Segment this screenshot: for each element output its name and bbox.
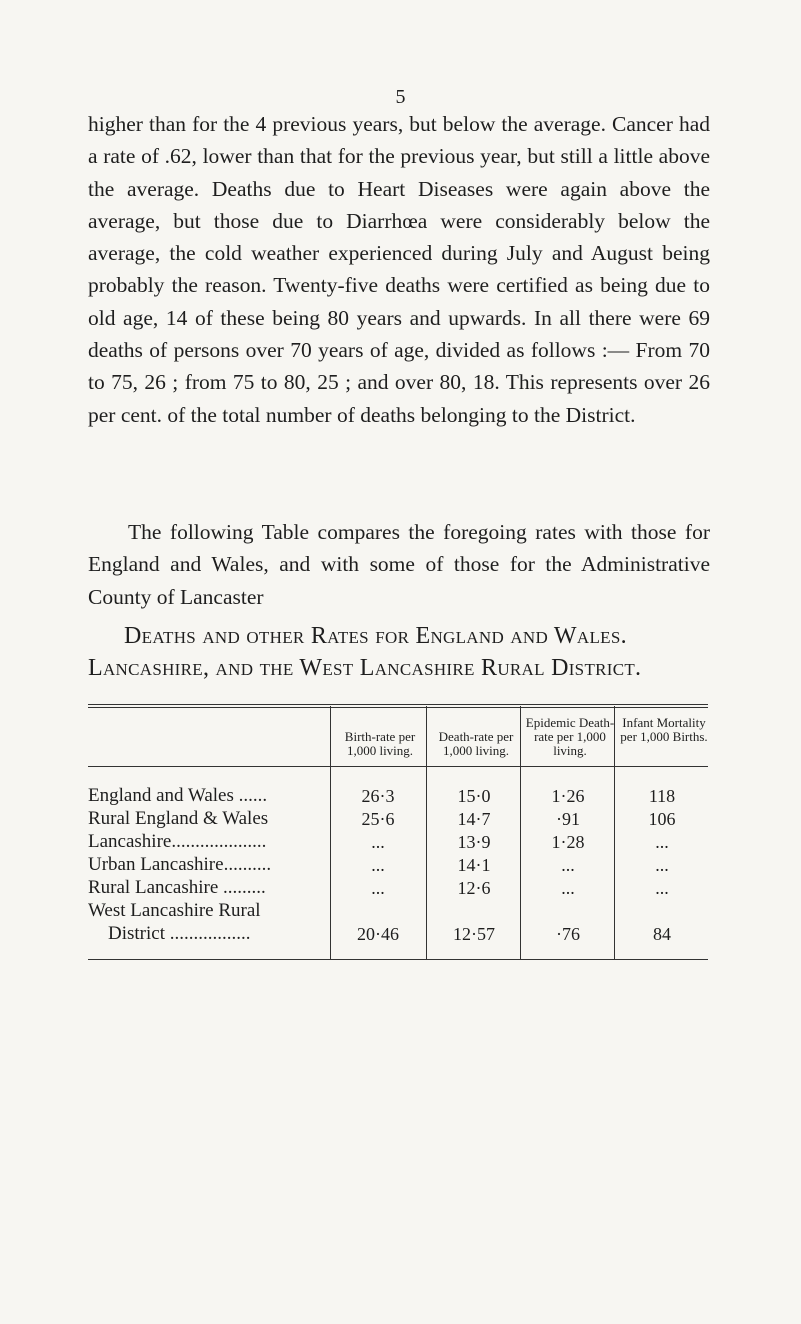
table-row-label: District ................. xyxy=(108,923,251,944)
table-cell: 13·9 xyxy=(457,832,491,852)
table-cell: ... xyxy=(655,832,669,852)
table-row-label: Rural England & Wales xyxy=(88,808,269,829)
table-cell: ·76 xyxy=(556,924,580,944)
table-cell: 118 xyxy=(648,786,676,806)
table-cell: ... xyxy=(371,832,385,852)
table-cell: ·91 xyxy=(556,809,580,829)
body-paragraph-1: higher than for the 4 previous years, but below the average. Cancer had a rate of .62, lower than that for the previous year, but still a little above the average. Deaths due to Heart Diseases were again above the average, but those due to Diarrhœa were considerably below the average, the cold weather experienced during July and August being probably the reason. Twenty-five deaths were certified as being due to old age, 14 of these being 80 years and upwards. In all there were 69 deaths of persons over 70 years of age, divided as follows :— From 70 to 75, 26 ; from 75 to 80, 25 ; and over 80, 18. This represents over 26 per cent. of the total number of deaths belonging to the District. xyxy=(88,112,710,427)
table-cell: 14·1 xyxy=(457,855,491,875)
table-cell: 20·46 xyxy=(357,924,399,944)
table-header-rule xyxy=(88,766,708,767)
column-header-infant-mortality: Infant Mortality per 1,000 Births. xyxy=(620,715,708,744)
column-header-epidemic-death-rate: Epidemic Death-rate per 1,000 living. xyxy=(525,715,615,758)
table-top-rule xyxy=(88,704,708,708)
table-row-label: Rural Lancashire ......... xyxy=(88,877,266,898)
table-cell: ... xyxy=(371,878,385,898)
table-cell: 106 xyxy=(648,809,676,829)
column-header-birth-rate: Birth-rate per 1,000 living. xyxy=(344,729,416,758)
table-cell: 14·7 xyxy=(457,809,491,829)
table-heading-line-1: Deaths and other Rates for England and Wales. xyxy=(124,623,627,649)
body-paragraph-2: The following Table compares the foregoing rates with those for England and Wales, and with some of those for the Administrative County of Lancaster xyxy=(88,520,710,609)
table-cell: ... xyxy=(655,878,669,898)
table-cell: ... xyxy=(655,855,669,875)
table-cell: ... xyxy=(371,855,385,875)
table-row-label: West Lancashire Rural xyxy=(88,900,261,921)
table-cell: 12·6 xyxy=(457,878,491,898)
table-cell: 1·26 xyxy=(551,786,585,806)
table-cell: 25·6 xyxy=(361,809,395,829)
table-row-label: Lancashire.................... xyxy=(88,831,267,852)
column-header-death-rate: Death-rate per 1,000 living. xyxy=(438,729,514,758)
table-cell: 84 xyxy=(653,924,671,944)
table-cell: 15·0 xyxy=(457,786,491,806)
page-number: 5 xyxy=(395,86,406,108)
table-heading-line-2: Lancashire, and the West Lancashire Rural District. xyxy=(88,655,642,681)
table-cell: 1·28 xyxy=(551,832,585,852)
table-bottom-rule xyxy=(88,959,708,960)
table-row-label: Urban Lancashire.......... xyxy=(88,854,272,875)
table-cell: 12·57 xyxy=(453,924,495,944)
table-cell: ... xyxy=(561,878,575,898)
table-cell: 26·3 xyxy=(361,786,395,806)
table-row-label: England and Wales ...... xyxy=(88,785,268,806)
table-cell: ... xyxy=(561,855,575,875)
